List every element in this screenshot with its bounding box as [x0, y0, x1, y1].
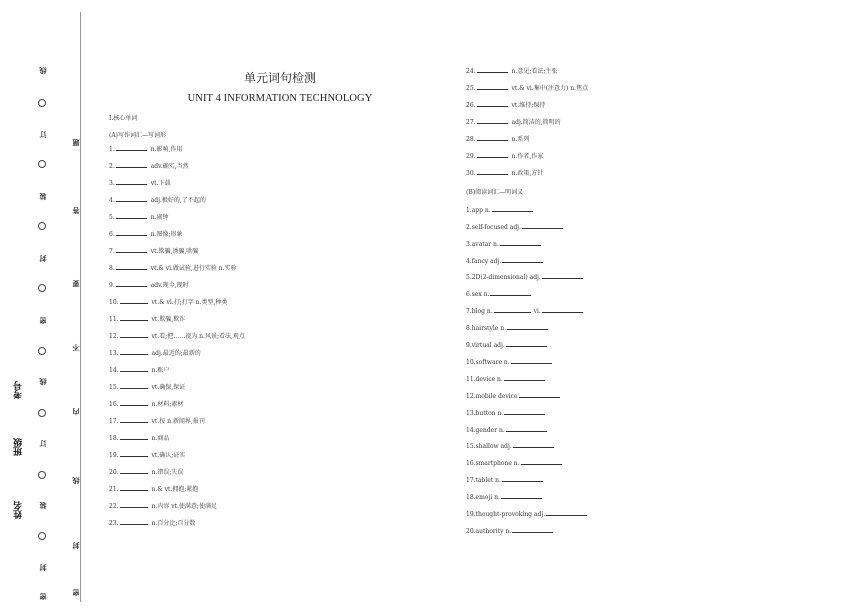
answer-blank — [521, 459, 562, 465]
answer-blank — [546, 510, 587, 516]
item-definition: n.内容 vt.使满意;使满足 — [151, 503, 217, 510]
reading-word: 7.blog n. — [466, 308, 493, 315]
vocab-item — [109, 433, 169, 442]
item-definition: vt.& vi.集中(注意力) n.焦点 — [511, 85, 589, 92]
vocab-item — [109, 144, 182, 153]
answer-blank — [506, 426, 547, 432]
answer-blank — [504, 375, 545, 381]
item-number: 16. — [109, 401, 119, 408]
item-number: 8. — [109, 265, 115, 272]
item-number: 11. — [109, 316, 119, 323]
reading-item — [466, 290, 531, 298]
vocab-item — [109, 212, 169, 221]
binding-margin — [0, 0, 100, 608]
answer-blank — [120, 332, 148, 338]
item-definition: adv.现今,现时 — [150, 282, 189, 289]
answer-blank — [522, 223, 563, 229]
binding-mark: 订 — [38, 440, 47, 447]
item-number: 7. — [109, 248, 115, 255]
answer-blank — [116, 230, 147, 236]
answer-blank — [120, 451, 148, 457]
answer-blank — [116, 162, 147, 168]
answer-blank — [116, 247, 147, 253]
warning-char: 密 — [71, 589, 80, 596]
item-definition: n.政策,方针 — [511, 170, 544, 177]
item-number: 5. — [109, 214, 115, 221]
reading-item — [466, 307, 583, 315]
answer-blank — [542, 307, 583, 313]
reading-item — [466, 375, 545, 383]
vocab-item — [109, 399, 183, 408]
item-number: 30. — [466, 170, 476, 177]
student-field-label: 班级 — [14, 438, 24, 456]
answer-blank — [116, 281, 147, 287]
item-number: 14. — [109, 367, 119, 374]
answer-blank — [506, 341, 547, 347]
item-number: 29. — [466, 153, 476, 160]
binding-mark: 装 — [38, 193, 47, 200]
item-definition: vt.& vi.打;打字 n.类型,种类 — [151, 299, 228, 306]
item-number: 20. — [109, 469, 119, 476]
answer-blank — [502, 476, 543, 482]
reading-word: 11.device n. — [466, 376, 503, 383]
item-definition: n.百分比;百分数 — [151, 520, 196, 527]
vocab-item — [466, 151, 543, 160]
reading-item — [466, 426, 547, 434]
answer-blank — [120, 383, 148, 389]
vocab-item — [109, 484, 198, 493]
reading-word: 5.2D(2-dimensional) adj. — [466, 274, 541, 281]
item-number: 6. — [109, 231, 115, 238]
item-definition: n.& vt.拥抱;紧抱 — [151, 486, 199, 493]
binding-mark: 线 — [38, 378, 47, 385]
item-definition: vt.确认;证实 — [151, 452, 186, 459]
warning-char: 题 — [71, 139, 80, 146]
item-number: 21. — [109, 486, 119, 493]
reading-word: 18.emoji n. — [466, 494, 500, 501]
page-title: 单元词句检测 — [243, 71, 316, 85]
vocab-item — [466, 100, 545, 109]
reading-word: 4.fancy adj. — [466, 258, 502, 265]
item-number: 23. — [109, 520, 119, 527]
binding-mark: 订 — [38, 131, 47, 138]
reading-item — [466, 206, 533, 214]
warning-char: 不 — [71, 344, 80, 351]
answer-blank — [511, 358, 552, 364]
vocab-item — [109, 382, 185, 391]
reading-word: 19.thought-provoking adj. — [466, 511, 546, 518]
answer-blank — [477, 118, 508, 124]
item-definition: n.材料;素材 — [151, 401, 184, 408]
item-definition: n.账户 — [151, 367, 170, 374]
item-definition: n.意见;看法;主张 — [511, 68, 558, 75]
item-number: 24. — [466, 68, 476, 75]
reading-item — [466, 510, 587, 518]
answer-blank — [116, 213, 147, 219]
item-definition: vt.下载 — [150, 180, 171, 187]
answer-blank — [120, 434, 148, 440]
part-a-heading-text: (A)写作词汇—写词形 — [109, 132, 167, 139]
vocab-item — [109, 331, 245, 340]
unit-subtitle: UNIT 4 INFORMATION TECHNOLOGY — [187, 93, 373, 104]
vocab-item — [109, 450, 185, 459]
answer-blank — [120, 485, 148, 491]
reading-word: 3.avatar n. — [466, 241, 499, 248]
vocab-item — [109, 178, 170, 187]
item-number: 4. — [109, 197, 115, 204]
binding-hole-circle — [38, 347, 46, 355]
item-number: 13. — [109, 350, 119, 357]
binding-mark: 装 — [38, 502, 47, 509]
part-a-heading — [109, 130, 166, 139]
warning-char: 内 — [71, 408, 80, 415]
item-definition: vt.按 n.新闻界,报刊 — [151, 418, 205, 425]
vocab-item — [109, 314, 185, 323]
vocab-item — [109, 229, 183, 238]
item-definition: adj.极好的,了不起的 — [150, 197, 206, 204]
reading-word: 1.app n. — [466, 207, 491, 214]
reading-item — [466, 527, 553, 535]
item-definition: vt.& vi.做试验,进行实验 n.实验 — [150, 265, 237, 272]
warning-char: 封 — [71, 542, 80, 549]
section-heading-text: Ⅰ.核心单词 — [109, 115, 138, 122]
reading-word: 13.button n. — [466, 410, 504, 417]
reading-word: 20.authority n. — [466, 528, 512, 535]
reading-word: 9.virtual adj. — [466, 342, 505, 349]
answer-blank — [519, 392, 560, 398]
reading-word: 14.gender n. — [466, 427, 505, 434]
item-definition: n.闹钟 — [150, 214, 169, 221]
right-column — [466, 0, 796, 608]
item-number: 22. — [109, 503, 119, 510]
binding-hole-circle — [38, 471, 46, 479]
answer-blank — [477, 169, 508, 175]
binding-line — [80, 12, 81, 602]
reading-item — [466, 476, 543, 484]
answer-blank — [120, 315, 148, 321]
answer-blank — [120, 502, 148, 508]
answer-blank — [477, 152, 508, 158]
answer-blank — [502, 257, 543, 263]
vocab-item — [109, 195, 206, 204]
vocab-item — [466, 134, 529, 143]
vocab-item — [109, 246, 198, 255]
item-number: 3. — [109, 180, 115, 187]
reading-item — [466, 324, 548, 332]
reading-word: 2.self-focused adj. — [466, 224, 521, 231]
vocab-item — [466, 83, 588, 92]
answer-blank — [542, 273, 583, 279]
vocab-item — [109, 280, 189, 289]
vocab-item — [466, 66, 557, 75]
warning-char: 答 — [71, 207, 80, 214]
item-definition: vt.看;把……视为 n.风景;看法,观点 — [151, 333, 245, 340]
vocab-item — [109, 416, 205, 425]
item-definition: vt.确保,保证 — [151, 384, 186, 391]
item-number: 9. — [109, 282, 115, 289]
answer-blank — [120, 400, 148, 406]
answer-blank — [116, 145, 147, 151]
reading-word: 15.shallow adj. — [466, 443, 512, 450]
answer-blank — [477, 135, 508, 141]
warning-char: 要 — [71, 280, 80, 287]
answer-blank — [500, 240, 541, 246]
reading-item — [466, 358, 552, 366]
reading-item — [466, 409, 545, 417]
answer-blank — [477, 101, 508, 107]
vocab-item — [109, 263, 237, 272]
answer-blank — [120, 349, 148, 355]
item-definition: n.影响,作用 — [150, 146, 183, 153]
binding-hole-circle — [38, 99, 46, 107]
section-heading — [109, 113, 137, 122]
student-field-label: 姓名 — [14, 501, 24, 519]
item-number: 19. — [109, 452, 119, 459]
item-definition: n.系列 — [511, 136, 530, 143]
answer-blank — [120, 366, 148, 372]
answer-blank — [513, 442, 554, 448]
item-number: 26. — [466, 102, 476, 109]
answer-blank — [116, 264, 147, 270]
answer-blank — [504, 409, 545, 415]
reading-item — [466, 223, 563, 231]
answer-blank — [512, 527, 553, 533]
binding-hole-circle — [38, 532, 46, 540]
reading-item — [466, 341, 547, 349]
item-definition: vt.维持;保持 — [511, 102, 546, 109]
item-definition: vt.欺骗,诱骗,哄骗 — [150, 248, 199, 255]
item-number: 1. — [109, 146, 115, 153]
item-definition: adj.最近的;最新的 — [151, 350, 201, 357]
item-number: 25. — [466, 85, 476, 92]
vocab-item — [466, 168, 543, 177]
binding-mark: 封 — [38, 564, 47, 571]
answer-blank — [477, 67, 508, 73]
answer-blank — [116, 196, 147, 202]
binding-mark: 封 — [38, 255, 47, 262]
answer-blank — [501, 493, 542, 499]
vocab-item — [466, 117, 561, 126]
answer-blank — [490, 290, 531, 296]
item-number: 10. — [109, 299, 119, 306]
reading-extra-pos: vi. — [533, 308, 541, 315]
binding-hole-circle — [38, 222, 46, 230]
reading-item — [466, 240, 541, 248]
vocab-item — [109, 297, 227, 306]
item-number: 12. — [109, 333, 119, 340]
item-definition: n.商品 — [151, 435, 170, 442]
reading-item — [466, 493, 542, 501]
reading-word: 6.sex n. — [466, 291, 490, 298]
answer-blank — [477, 84, 508, 90]
binding-hole-circle — [38, 409, 46, 417]
reading-item — [466, 459, 562, 467]
answer-blank — [492, 206, 533, 212]
binding-mark: 密 — [38, 593, 47, 600]
vocab-item — [109, 161, 189, 170]
reading-item — [466, 257, 543, 265]
warning-char: 线 — [71, 477, 80, 484]
item-definition: adv.确实,当然 — [150, 163, 189, 170]
vocab-item — [109, 348, 201, 357]
vocab-item — [109, 467, 183, 476]
vocab-item — [109, 365, 169, 374]
binding-mark: 线 — [38, 67, 47, 74]
binding-hole-circle — [38, 160, 46, 168]
reading-item — [466, 392, 560, 400]
item-number: 27. — [466, 119, 476, 126]
reading-word: 17.tablet n. — [466, 477, 501, 484]
answer-blank — [120, 519, 148, 525]
answer-blank — [120, 417, 148, 423]
item-definition: n.错误;失误 — [151, 469, 184, 476]
item-number: 17. — [109, 418, 119, 425]
binding-mark: 密 — [38, 317, 47, 324]
reading-item — [466, 442, 554, 450]
answer-blank — [116, 179, 147, 185]
item-definition: n.作者,作家 — [511, 153, 544, 160]
item-number: 28. — [466, 136, 476, 143]
part-b-heading-text: (B)阅读词汇—明词义 — [466, 189, 524, 196]
reading-word: 8.hairstyle n. — [466, 325, 506, 332]
item-definition: adj.简洁的,简明的 — [511, 119, 561, 126]
item-number: 2. — [109, 163, 115, 170]
left-column — [109, 0, 439, 608]
answer-blank — [494, 307, 531, 313]
reading-word: 10.software n. — [466, 359, 510, 366]
part-b-heading — [466, 187, 523, 196]
answer-blank — [120, 468, 148, 474]
item-number: 15. — [109, 384, 119, 391]
binding-hole-circle — [38, 284, 46, 292]
item-definition: vt.欺骗,欺诈 — [151, 316, 186, 323]
reading-item — [466, 273, 583, 281]
item-number: 18. — [109, 435, 119, 442]
item-definition: n.图像;形象 — [150, 231, 183, 238]
reading-word: 16.smartphone n. — [466, 460, 520, 467]
reading-word: 12.mobile device — [466, 393, 518, 400]
vocab-item — [109, 518, 195, 527]
answer-blank — [120, 298, 148, 304]
vocab-item — [109, 501, 217, 510]
answer-blank — [507, 324, 548, 330]
student-field-label: 考号 — [14, 381, 24, 399]
